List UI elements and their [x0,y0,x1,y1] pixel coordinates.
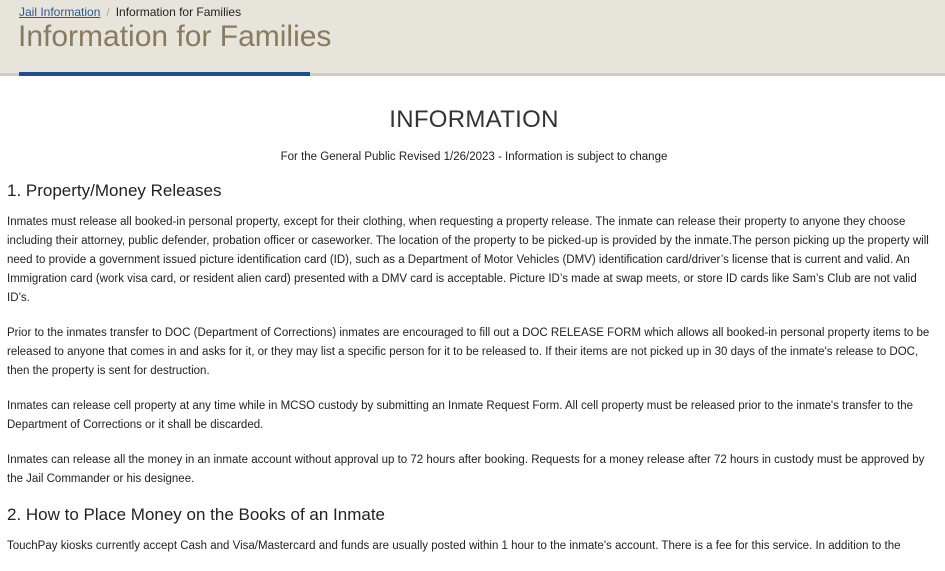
breadcrumb [19,5,241,19]
paragraph-cell-property: Inmates can release cell property at any time while in MCSO custody by submitting an Inmate Request Form. All cell property must be released prior to the inmate's transfer to the Department of Corrections or it shall be discarded. [7,400,913,431]
paragraph-touchpay: TouchPay kiosks currently accept Cash and Visa/Mastercard and funds are usually posted within 1 hour to the inmate's account. There is a fee for this service. In addition to the [7,540,901,552]
section-heading-place-money: 2. How to Place Money on the Books of an Inmate [7,505,385,524]
revision-note: For the General Public Revised 1/26/2023 - Information is subject to change [280,151,668,163]
title-accent-bar [19,72,310,76]
paragraph-money-release: Inmates can release all the money in an inmate account without approval up to 72 hours after booking. Requests for a money release after 72 hours in custody must be approved by the Jail Commander or his designee. [7,454,925,485]
paragraph-doc-transfer: Prior to the inmates transfer to DOC (Department of Corrections) inmates are encouraged to fill out a DOC RELEASE FORM which allows all booked-in personal property items to be released to anyone that comes in and asks for it, or they may list a specific person for it to be released to. If their items are not picked up in 30 days of the inmate's release to DOC, then the property is sent for destruction. [7,327,930,377]
breadcrumb-separator: / [106,5,110,19]
section-heading-property-money: 1. Property/Money Releases [7,181,222,200]
page-header [0,0,945,76]
breadcrumb-current: Information for Families [115,5,242,19]
main-content [0,106,945,556]
breadcrumb-link-jail-information[interactable]: Jail Information [19,5,101,19]
page-title: Information for Families [18,20,332,53]
paragraph-property-release: Inmates must release all booked-in personal property, except for their clothing, when requesting a property release. The inmate can release their property to anyone they choose including their attorney, public defender, probation officer or caseworker. The location of the property to be picked-up is provided by the inmate.The person picking up the property will need to provide a government issued picture identification card (ID), such as a Department of Motor Vehicles (DMV) identification card/driver’s license that is current and valid. An Immigration card (work visa card, or resident alien card) presented with a DMV card is acceptable. Picture ID’s made at swap meets, or store ID cards like Sam’s Club are not valid ID’s. [7,216,929,304]
information-heading: INFORMATION [389,106,559,133]
